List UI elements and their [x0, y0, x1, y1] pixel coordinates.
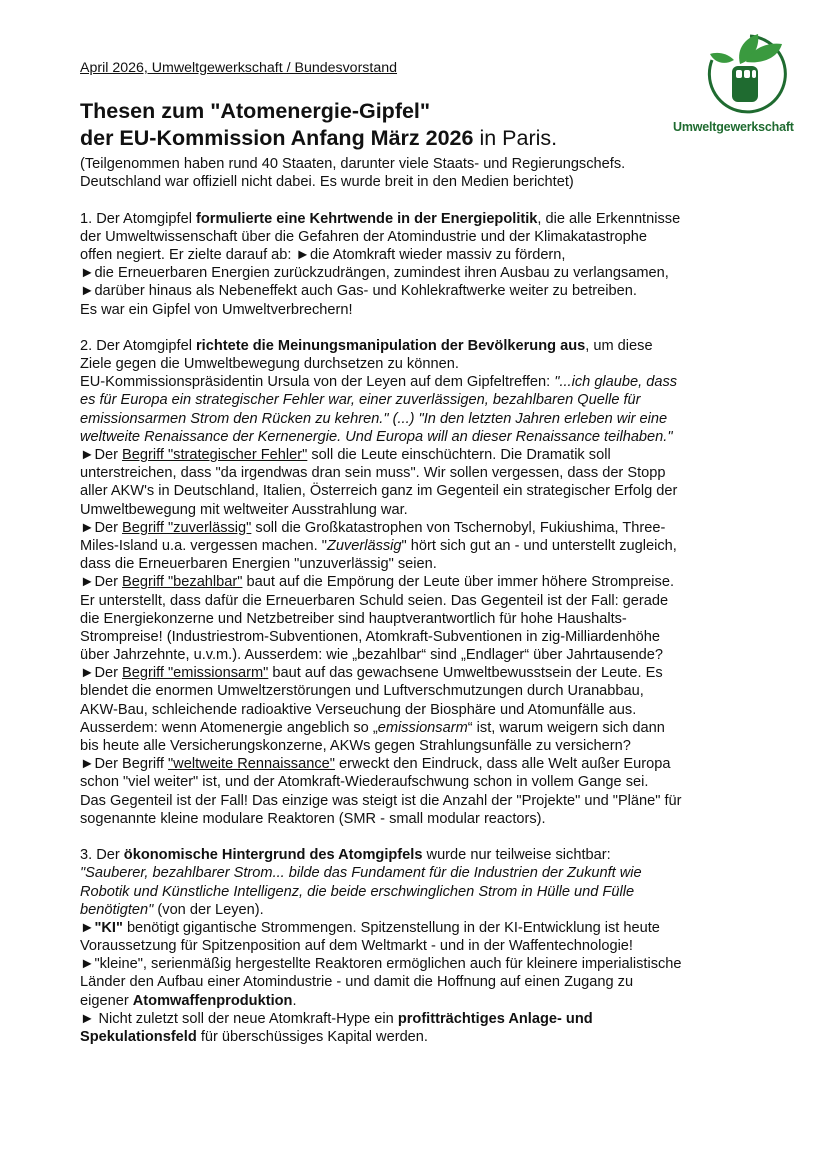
bullet-line	[80, 573, 780, 591]
bullet-line	[80, 992, 780, 1010]
bullet-line: die Energiekonzerne und Netzbetreiber sind hauptverantwortlich für hohe Haushalts-	[80, 610, 627, 627]
bullet-line: ►"kleine", serienmäßig hergestellte Reaktoren ermöglichen auch für kleinere imperialistische	[80, 956, 682, 973]
text: soll die Leute einschüchtern. Die Dramatik soll	[307, 447, 611, 463]
text: benötigt gigantische Strommengen. Spitzenstellung in der KI-Entwicklung ist heute	[122, 919, 660, 936]
term: "weltweite Rennaissance"	[167, 756, 335, 773]
emphasis: Atomwaffenproduktion	[132, 992, 293, 1009]
bullet-line	[80, 919, 780, 937]
document-body	[80, 155, 780, 1046]
quote-line	[80, 428, 780, 446]
term: Begriff "emissionsarm"	[122, 665, 269, 682]
thesis-1-line: offen negiert. Er zielte darauf ab: ►die Atomkraft wieder massiv zu fördern,	[80, 246, 566, 263]
bullet-line: bis heute alle Versicherungskonzerne, AKWs gegen Strahlungsunfälle zu versichern?	[80, 738, 631, 754]
quote: benötigten"	[80, 901, 154, 918]
bullet-line: Länder den Aufbau einer Atomindustrie - und damit die Hoffnung auf einen Zugang zu	[80, 974, 634, 991]
title-line-2	[80, 125, 557, 152]
header-line: April 2026, Umweltgewerkschaft / Bundesvorstand	[80, 60, 398, 76]
thesis-1-line: ►darüber hinaus als Nebeneffekt auch Gas- und Kohlekraftwerke weiter zu betreiben.	[80, 283, 637, 300]
bullet-line: dass die Erneuerbaren Energien "unzuverlässig" seien.	[80, 556, 437, 573]
text: für überschüssiges Kapital werden.	[196, 1029, 428, 1045]
thesis-1-line: ►die Erneuerbaren Energien zurückzudrängen, zumindest ihren Ausbau zu verlangsamen,	[80, 265, 669, 282]
text: ► Nicht zuletzt soll der neue Atomkraft-Hype ein	[80, 1010, 398, 1027]
bullet-line: unterstreichen, dass "da irgendwas dran sein muss". Wir sollen vergessen, dass der Stopp	[80, 465, 666, 482]
bullet-line: sogenannte kleine modulare Reaktoren (SMR - small modular reactors).	[80, 810, 546, 827]
thesis-3-line	[80, 846, 780, 864]
bullet-line: über Jahrzehnte, u.v.m.). Ausserdem: wie „bezahlbar“ sind „Endlager“ über Jahrtausende?	[80, 647, 663, 664]
quote: "Sauberer, bezahlbarer Strom... bilde das Fundament für die Industrien der Zukunft wie	[80, 865, 642, 882]
bullet-line: AKW-Bau, schleichende radioaktive Verseuchung der Biosphäre und Atomunfälle aus.	[80, 701, 637, 718]
emphasis: formulierte eine Kehrtwende in der Energiepolitik	[196, 210, 538, 227]
title-normal: in Paris.	[473, 126, 558, 150]
bullet-line	[80, 537, 780, 555]
text: ►Der Begriff	[80, 756, 168, 773]
bullet-line	[80, 719, 780, 737]
text: ►Der	[80, 447, 123, 463]
text: ►Der	[80, 519, 123, 536]
quote: es für Europa ein strategischer Fehler war, einer zuverlässigen, bezahlbaren Quelle für	[80, 392, 641, 409]
quote: weltweite Renaissance der Kernenergie. Und Europa will an dieser Renaissance teilhaben."	[80, 428, 673, 445]
emphasis: profitträchtiges Anlage- und	[397, 1010, 593, 1027]
text: erweckt den Eindruck, dass alle Welt außer Europa	[334, 756, 671, 773]
text: wurde nur teilweise sichtbar:	[422, 847, 611, 864]
bullet-line: Strompreise! (Industriestrom-Subventionen, Atomkraft-Subventionen in zig-Milliardenhöhe	[80, 628, 660, 645]
text: " hört sich gut an - und unterstellt zugleich,	[401, 537, 677, 554]
emphasis: richtete die Meinungsmanipulation der Bevölkerung aus	[196, 337, 586, 354]
quote-line	[80, 410, 780, 428]
emphasis: Zuverlässig	[326, 537, 402, 554]
text: 3. Der	[80, 847, 124, 864]
bullet-line: Das Gegenteil ist der Fall! Das einzige was steigt ist die Anzahl der "Projekte" und "Pläne" für	[80, 792, 682, 809]
term: Begriff "strategischer Fehler"	[122, 447, 308, 463]
text: , die alle Erkenntnisse	[537, 210, 681, 227]
emphasis: emissionsarm	[377, 719, 468, 736]
emphasis: Spekulationsfeld	[80, 1029, 197, 1045]
bullet-line: Voraussetzung für Spitzenposition auf dem Weltmarkt - und in der Waffentechnologie!	[80, 938, 633, 955]
quote: Robotik und Künstliche Intelligenz, die beide erschwinglichen Strom in Hülle und Fülle	[80, 883, 635, 900]
quote-line	[80, 901, 780, 919]
text: Ausserdem: wenn Atomenergie angeblich so „	[80, 719, 378, 736]
text: ►Der	[80, 665, 123, 682]
text: , um diese	[585, 337, 653, 354]
logo-text: Umweltgewerkschaft	[673, 120, 794, 134]
text: baut auf das gewachsene Umweltbewusstsein der Leute. Es	[268, 665, 663, 682]
bullet-line	[80, 755, 780, 773]
thesis-1-line: Es war ein Gipfel von Umweltverbrechern!	[80, 301, 353, 318]
thesis-2-line	[80, 337, 780, 355]
quote: emissionsarmen Strom den Rücken zu kehren." (...) "In den letzten Jahren erleben wir eine	[80, 410, 668, 427]
text: ►	[80, 919, 95, 936]
text: baut auf die Empörung der Leute über immer höhere Strompreise.	[242, 574, 675, 591]
text: 2. Der Atomgipfel	[80, 337, 196, 354]
text: .	[292, 992, 297, 1009]
title-bold: der EU-Kommission Anfang März 2026	[80, 126, 474, 150]
term: Begriff "zuverlässig"	[122, 519, 252, 536]
text: ►Der	[80, 574, 123, 591]
text: 1. Der Atomgipfel	[80, 210, 196, 227]
fist-with-leaves-icon	[698, 30, 796, 118]
title-line-1: Thesen zum "Atomenergie-Gipfel"	[80, 99, 431, 123]
bullet-line	[80, 1010, 780, 1028]
quote-line	[80, 391, 780, 409]
bullet-line: Er unterstellt, dass dafür die Erneuerbaren Schuld seien. Das Gegenteil ist der Fall: gerade	[80, 592, 669, 609]
thesis-2-line	[80, 373, 780, 391]
thesis-1-line	[80, 210, 780, 228]
intro-line: Deutschland war offiziell nicht dabei. Es wurde breit in den Medien berichtet)	[80, 174, 574, 191]
bullet-line	[80, 664, 780, 682]
term: Begriff "bezahlbar"	[122, 574, 243, 591]
bullet-line: schon "viel weiter" ist, und der Atomkraft-Wiederaufschwung schon in vollem Gange sei.	[80, 774, 649, 791]
text: “ ist, warum weigern sich dann	[467, 719, 665, 736]
text: (von der Leyen).	[153, 901, 264, 918]
emphasis: "KI"	[94, 919, 123, 936]
quote-line	[80, 864, 780, 882]
text: eigener	[80, 992, 133, 1009]
bullet-line	[80, 446, 780, 464]
text: EU-Kommissionspräsidentin Ursula von der Leyen auf dem Gipfeltreffen:	[80, 374, 555, 391]
emphasis: ökonomische Hintergrund des Atomgipfels	[123, 847, 423, 864]
bullet-line	[80, 519, 780, 537]
logo	[668, 30, 826, 142]
quote: "...ich glaube, dass	[554, 374, 678, 391]
bullet-line: aller AKW's in Deutschland, Italien, Österreich ganz im Gegenteil ein strategischer Erfolg der	[80, 483, 678, 500]
bullet-line: Umweltbewegung mit weltweiter Ausstrahlung war.	[80, 501, 408, 518]
quote-line	[80, 883, 780, 901]
thesis-1-line: der Umweltwissenschaft über die Gefahren der Atomindustrie und der Klimakatastrophe	[80, 228, 648, 245]
intro-line: (Teilgenommen haben rund 40 Staaten, darunter viele Staats- und Regierungschefs.	[80, 156, 626, 172]
text: Miles-Island u.a. vergessen machen. "	[80, 537, 327, 554]
text: soll die Großkatastrophen von Tschernobyl, Fukiushima, Three-	[251, 519, 666, 536]
page-title	[80, 98, 557, 152]
bullet-line: blendet die enormen Umweltzerstörungen und Luftverschmutzungen durch Uranabbau,	[80, 683, 644, 700]
bullet-line	[80, 1028, 780, 1046]
thesis-2-line: Ziele gegen die Umweltbewegung durchsetzen zu können.	[80, 356, 459, 373]
